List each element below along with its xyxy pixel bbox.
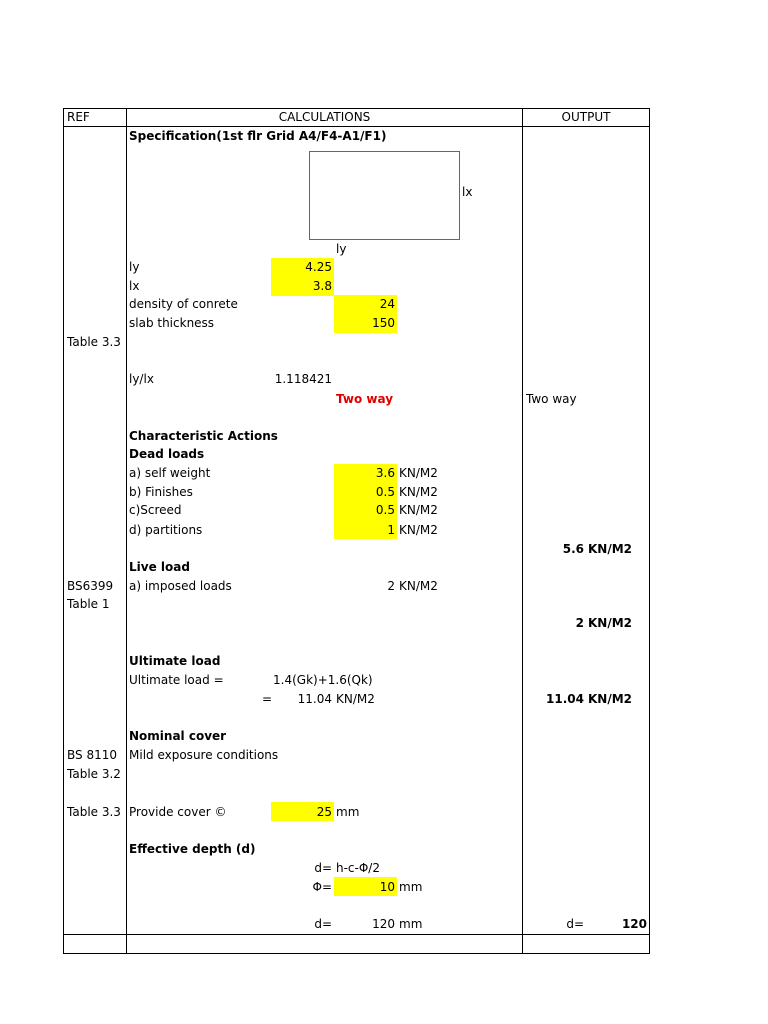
depth-d-unit: mm bbox=[399, 917, 423, 931]
header-ref: REF bbox=[67, 110, 90, 124]
phi-value: 10 bbox=[379, 880, 395, 894]
dead-row-label: d) partitions bbox=[129, 523, 203, 537]
dead-row-unit: KN/M2 bbox=[399, 503, 438, 517]
dead-row-label: a) self weight bbox=[129, 466, 211, 480]
depth-output-label: d= bbox=[566, 917, 584, 931]
lx-label: lx bbox=[129, 279, 140, 293]
ref-table1: Table 1 bbox=[67, 597, 110, 611]
border-right bbox=[649, 108, 650, 954]
ultimate-title: Ultimate load bbox=[129, 654, 221, 668]
ly-label: ly bbox=[129, 260, 140, 274]
phi-unit: mm bbox=[399, 880, 423, 894]
ultimate-eq: = bbox=[262, 692, 273, 706]
live-unit: KN/M2 bbox=[399, 579, 438, 593]
density-value: 24 bbox=[379, 297, 395, 311]
phi-label: Φ= bbox=[312, 880, 332, 894]
live-label: a) imposed loads bbox=[129, 579, 232, 593]
ratio-result: Two way bbox=[336, 392, 394, 406]
border-bottom bbox=[63, 953, 650, 954]
ratio-label: ly/lx bbox=[129, 372, 154, 386]
ultimate-output-unit: KN/M2 bbox=[588, 692, 633, 706]
diagram-ly-label: ly bbox=[336, 242, 347, 256]
slab-diagram bbox=[309, 151, 460, 240]
dead-row-value: 1 bbox=[387, 523, 395, 537]
dead-row-value: 0.5 bbox=[375, 485, 395, 499]
depth-formula-label: d= bbox=[314, 861, 332, 875]
diagram-lx-label: lx bbox=[462, 185, 473, 199]
dead-row-unit: KN/M2 bbox=[399, 523, 438, 537]
cover-title: Nominal cover bbox=[129, 729, 227, 743]
ratio-value: 1.118421 bbox=[274, 372, 332, 386]
ultimate-formula: 1.4(Gk)+1.6(Qk) bbox=[273, 673, 373, 687]
slab-label: slab thickness bbox=[129, 316, 215, 330]
density-label: density of conrete bbox=[129, 297, 238, 311]
ultimate-unit: KN/M2 bbox=[336, 692, 375, 706]
live-load-title: Live load bbox=[129, 560, 190, 574]
dead-loads-title: Dead loads bbox=[129, 447, 205, 461]
ref-bs8110: BS 8110 bbox=[67, 748, 117, 762]
dead-row-label: b) Finishes bbox=[129, 485, 193, 499]
dead-row-label: c)Screed bbox=[129, 503, 182, 517]
live-output-value: 2 bbox=[575, 616, 584, 630]
ultimate-label: Ultimate load = bbox=[129, 673, 224, 687]
live-output-unit: KN/M2 bbox=[588, 616, 633, 630]
depth-title: Effective depth (d) bbox=[129, 842, 256, 856]
ref-bs6399: BS6399 bbox=[67, 579, 114, 593]
col-divider-1 bbox=[126, 108, 127, 954]
ref-table32: Table 3.2 bbox=[67, 767, 121, 781]
characteristic-title: Characteristic Actions bbox=[129, 429, 278, 443]
border-left bbox=[63, 108, 64, 954]
cover-conditions: Mild exposure conditions bbox=[129, 748, 279, 762]
cover-provide-unit: mm bbox=[336, 805, 360, 819]
spec-title: Specification(1st flr Grid A4/F4-A1/F1) bbox=[129, 129, 387, 143]
depth-formula: h-c-Φ/2 bbox=[336, 861, 380, 875]
dead-row-unit: KN/M2 bbox=[399, 466, 438, 480]
dead-row-unit: KN/M2 bbox=[399, 485, 438, 499]
depth-output-value: 120 bbox=[621, 917, 647, 931]
dead-row-value: 3.6 bbox=[375, 466, 395, 480]
depth-d-label: d= bbox=[314, 917, 332, 931]
row-line-1 bbox=[63, 934, 650, 935]
lx-value: 3.8 bbox=[312, 279, 332, 293]
slab-value: 150 bbox=[372, 316, 395, 330]
header-output: OUTPUT bbox=[561, 110, 611, 124]
col-divider-2 bbox=[522, 108, 523, 954]
ultimate-value: 11.04 bbox=[297, 692, 332, 706]
ly-value: 4.25 bbox=[305, 260, 332, 274]
ref-table33-a: Table 3.3 bbox=[67, 335, 121, 349]
header-calculations: CALCULATIONS bbox=[278, 110, 371, 124]
dead-output-value: 5.6 bbox=[562, 542, 584, 556]
ref-table33-b: Table 3.3 bbox=[67, 805, 121, 819]
live-value: 2 bbox=[387, 579, 395, 593]
cover-provide-value: 25 bbox=[316, 805, 332, 819]
ratio-output: Two way bbox=[526, 392, 577, 406]
depth-d-value: 120 bbox=[372, 917, 395, 931]
dead-output-unit: KN/M2 bbox=[588, 542, 633, 556]
cover-provide-label: Provide cover © bbox=[129, 805, 227, 819]
dead-row-value: 0.5 bbox=[375, 503, 395, 517]
ultimate-output-value: 11.04 bbox=[546, 692, 584, 706]
